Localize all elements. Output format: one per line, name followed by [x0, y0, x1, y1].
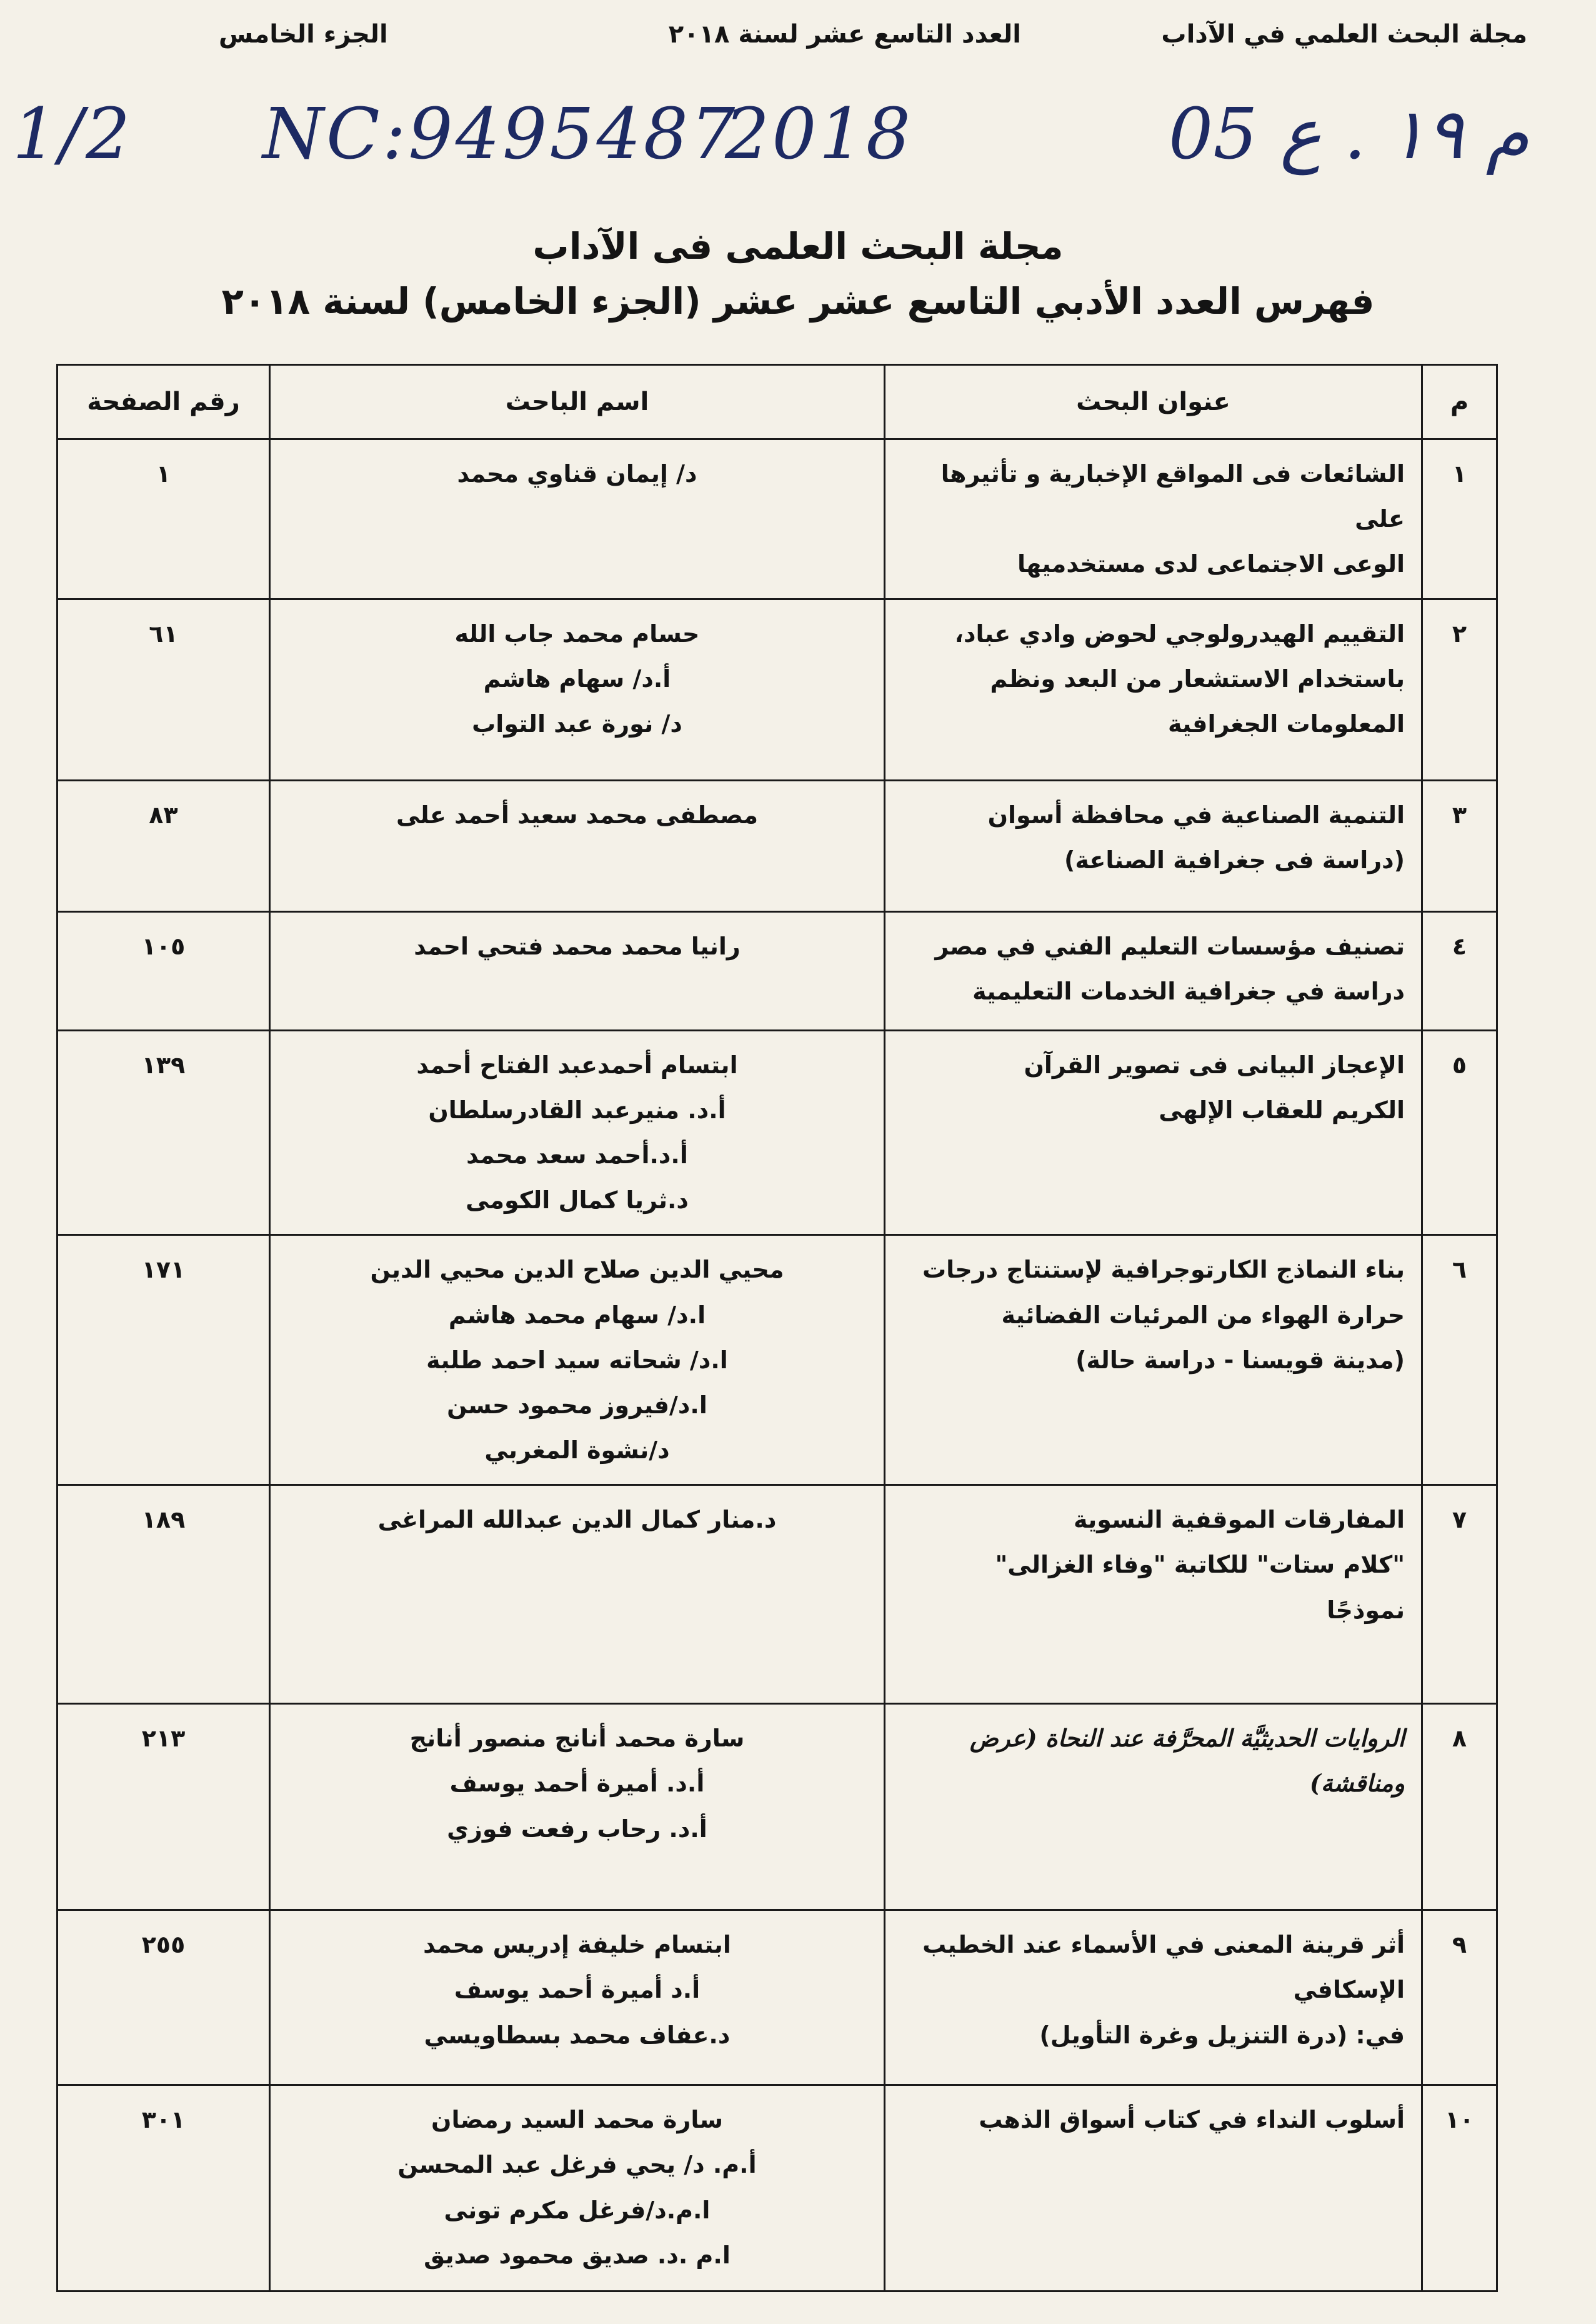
table-row: [57, 1704, 1497, 1910]
row-page-number: ١٣٩: [57, 1030, 270, 1235]
title-line: دراسة في جغرافية الخدمات التعليمية: [972, 977, 1405, 1005]
row-page-number: ١٠٥: [57, 911, 270, 1030]
author-name: أ.د. منيرعبد القادرسلطان: [428, 1096, 726, 1124]
author-name: رانيا محمد محمد فتحي احمد: [414, 932, 741, 960]
title-line: الكريم للعقاب الإلهى: [1159, 1096, 1405, 1124]
handwritten-code: NC:9495487: [262, 94, 738, 175]
author-name: ا.د/ شحاته سيد احمد طلبة: [426, 1346, 728, 1374]
row-title: [885, 911, 1422, 1030]
row-page-number: ٨٣: [57, 780, 270, 911]
author-name: سارة محمد أنانج منصور أنانج: [409, 1725, 745, 1753]
row-page-number: ١: [57, 439, 270, 599]
row-authors: [270, 780, 885, 911]
row-authors: [270, 1910, 885, 2085]
title-line: الوعى الاجتماعى لدى مستخدميها: [1017, 550, 1405, 578]
row-authors: [270, 1704, 885, 1910]
row-page-number: ٢١٣: [57, 1704, 270, 1910]
title-line: الروايات الحديثيَّة المحرَّفة عند النحاة (عرض: [970, 1724, 1405, 1753]
author-name: د.ثريا كمال الكومى: [466, 1186, 689, 1215]
row-number: ٣: [1422, 780, 1497, 911]
title-line: حرارة الهواء من المرئيات الفضائية: [1001, 1301, 1405, 1329]
author-name: د/ نورة عبد التواب: [472, 709, 682, 738]
author-name: ا.د/فيروز محمود حسن: [447, 1391, 707, 1419]
title-line: التقييم الهيدرولوجي لحوض وادي عباد،: [954, 619, 1405, 648]
title-line: الشائعات فى المواقع الإخبارية و تأثيرها على: [940, 460, 1405, 533]
header-part: الجزء الخامس: [219, 20, 388, 49]
header-journal-name: مجلة البحث العلمي في الآداب: [1161, 20, 1527, 49]
title-line: بناء النماذج الكارتوجرافية لإستنتاج درجات: [922, 1256, 1405, 1284]
handwritten-volume-ref: م ١٩ . ع 05: [1169, 94, 1530, 175]
row-title: [885, 780, 1422, 911]
title-line: الإسكافي: [1293, 1976, 1405, 2004]
title-line: نموذجًا: [1327, 1596, 1405, 1624]
row-authors: [270, 2085, 885, 2291]
author-name: د.عفاف محمد بسطاويسي: [424, 2021, 731, 2049]
column-header-number: م: [1422, 365, 1497, 439]
row-title: [885, 1704, 1422, 1910]
row-number: ٢: [1422, 599, 1497, 780]
author-name: ا.م.د/فرغل مكرم تونى: [444, 2196, 711, 2224]
author-name: د/نشوة المغربي: [484, 1436, 670, 1465]
column-header-page: رقم الصفحة: [57, 365, 270, 439]
page-title: مجلة البحث العلمى فى الآداب: [532, 225, 1064, 268]
handwritten-year: 2018: [725, 94, 914, 175]
row-title: [885, 1485, 1422, 1704]
title-line: في: (درة التنزيل وغرة التأويل): [1039, 2021, 1405, 2049]
author-name: محيي الدين صلاح الدين محيي الدين: [370, 1256, 784, 1284]
row-number: ٥: [1422, 1030, 1497, 1235]
author-name: د.منار كمال الدين عبدالله المراغى: [377, 1506, 777, 1534]
title-line: التنمية الصناعية في محافظة أسوان: [987, 801, 1405, 829]
row-number: ٤: [1422, 911, 1497, 1030]
author-name: ابتسام أحمدعبد الفتاح أحمد: [416, 1051, 738, 1079]
row-title: [885, 1235, 1422, 1485]
table-row: [57, 439, 1497, 599]
row-number: ٨: [1422, 1704, 1497, 1910]
author-name: أ.د/ سهام هاشم: [483, 664, 671, 693]
table-row: [57, 780, 1497, 911]
table-row: [57, 911, 1497, 1030]
row-number: ٦: [1422, 1235, 1497, 1485]
table-row: [57, 1910, 1497, 2085]
table-row: [57, 599, 1497, 780]
header-issue: العدد التاسع عشر لسنة ٢٠١٨: [668, 20, 1021, 49]
title-line: "كلام ستات" للكاتبة "وفاء الغزالى": [995, 1551, 1405, 1579]
row-authors: [270, 1235, 885, 1485]
row-authors: [270, 439, 885, 599]
title-line: أثر قرينة المعنى في الأسماء عند الخطيب: [922, 1931, 1405, 1959]
author-name: أ.د. رحاب رفعت فوزي: [447, 1815, 707, 1843]
row-number: ٩: [1422, 1910, 1497, 2085]
row-authors: [270, 599, 885, 780]
row-page-number: ١٨٩: [57, 1485, 270, 1704]
row-title: [885, 1030, 1422, 1235]
row-title: [885, 439, 1422, 599]
author-name: ا.د/ سهام محمد هاشم: [448, 1301, 706, 1329]
row-title: [885, 599, 1422, 780]
author-name: مصطفى محمد سعيد أحمد على: [396, 801, 759, 829]
title-line: المعلومات الجغرافية: [1168, 709, 1405, 738]
row-authors: [270, 911, 885, 1030]
title-line: ومناقشة): [1309, 1769, 1405, 1798]
row-page-number: ١٧١: [57, 1235, 270, 1485]
row-page-number: ٢٥٥: [57, 1910, 270, 2085]
page-subtitle: فهرس العدد الأدبي التاسع عشر عشر (الجزء الخامس) لسنة ٢٠١٨: [221, 280, 1375, 323]
table-row: [57, 1030, 1497, 1235]
contents-table-body: [57, 439, 1497, 2291]
row-authors: [270, 1030, 885, 1235]
author-name: د/ إيمان قناوي محمد: [457, 460, 697, 488]
table-header-row: [57, 365, 1497, 439]
running-header: [69, 20, 1527, 70]
row-page-number: ٣٠١: [57, 2085, 270, 2291]
row-title: [885, 2085, 1422, 2291]
column-header-title: عنوان البحث: [885, 365, 1422, 439]
row-title: [885, 1910, 1422, 2085]
title-line: (مدينة قويسنا - دراسة حالة): [1075, 1346, 1405, 1374]
title-line: (دراسة فى جغرافية الصناعة): [1064, 846, 1405, 874]
author-name: أ.د.أحمد سعد محمد: [466, 1141, 688, 1169]
row-number: ١: [1422, 439, 1497, 599]
title-line: باستخدام الاستشعار من البعد ونظم: [990, 664, 1405, 693]
title-line: أسلوب النداء في كتاب أسواق الذهب: [979, 2106, 1405, 2134]
handwritten-catalog-note: [0, 94, 1596, 200]
author-name: حسام محمد جاب الله: [454, 619, 700, 648]
author-name: أ.م. د/ يحي فرغل عبد المحسن: [397, 2151, 757, 2179]
author-name: أ.د. أميرة أحمد يوسف: [449, 1770, 705, 1798]
handwritten-fraction: 1/2: [12, 94, 133, 175]
table-row: [57, 1235, 1497, 1485]
title-line: المفارقات الموقفية النسوية: [1073, 1506, 1405, 1534]
table-row: [57, 1485, 1497, 1704]
row-number: ١٠: [1422, 2085, 1497, 2291]
author-name: أ.د أميرة أحمد يوسف: [454, 1976, 701, 2004]
title-line: تصنيف مؤسسات التعليم الفني في مصر: [935, 932, 1405, 960]
table-row: [57, 2085, 1497, 2291]
author-name: ابتسام خليفة إدريس محمد: [423, 1931, 731, 1959]
row-number: ٧: [1422, 1485, 1497, 1704]
title-line: الإعجاز البيانى فى تصوير القرآن: [1024, 1051, 1405, 1079]
author-name: ا.م .د. صديق محمود صديق: [424, 2241, 731, 2269]
contents-table: [56, 364, 1498, 2292]
row-authors: [270, 1485, 885, 1704]
row-page-number: ٦١: [57, 599, 270, 780]
column-header-authors: اسم الباحث: [270, 365, 885, 439]
author-name: سارة محمد السيد رمضان: [431, 2106, 723, 2134]
